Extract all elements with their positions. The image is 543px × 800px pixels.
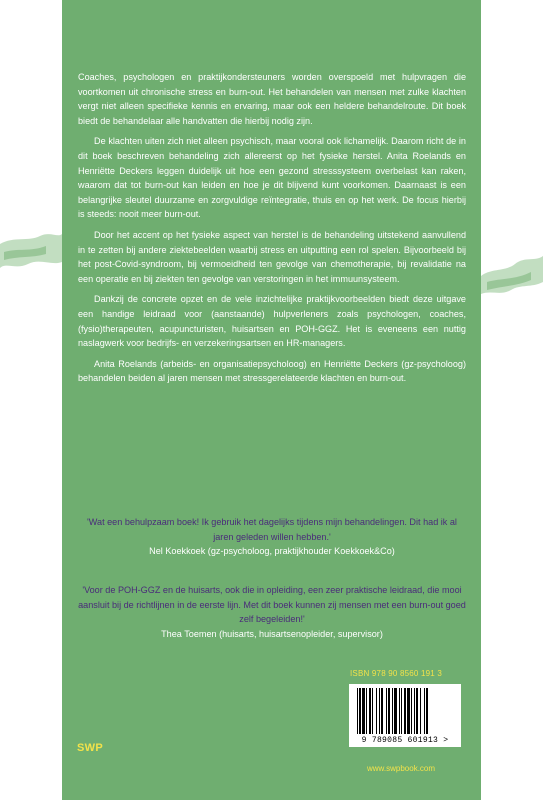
barcode-bar	[426, 688, 428, 734]
endorsement-quote	[78, 515, 466, 559]
blurb-paragraph: Dankzij de concrete opzet en de vele inzichtelijke praktijkvoorbeelden biedt deze uitgave een handige leidraad voor (aanstaande) hulpverleners zoals psychologen, coaches, (fysio)therapeuten, acupuncturisten, huisartsen en POH-GGZ. Het is eveneens een nuttig naslagwerk voor bedrijfs- en verzekeringsartsen en HR-managers.	[78, 294, 466, 349]
right-margin-strip	[481, 0, 543, 800]
barcode-bar	[399, 688, 400, 734]
barcode-bar	[372, 688, 373, 734]
endorsement-quote	[78, 583, 466, 641]
barcode-bar	[416, 688, 418, 734]
barcode-bar	[386, 688, 387, 734]
quote-text: 'Voor de POH-GGZ en de huisarts, ook die in opleiding, een zeer praktische leidraad, die mooi aansluit bij de richtlijnen in de eerste lijn. Met dit boek kunnen zij mensen met een burn-out goed zelf begeleiden!'	[78, 585, 466, 625]
brush-stroke-left	[0, 0, 62, 800]
barcode-bar	[420, 688, 421, 734]
quote-text: 'Wat een behulpzaam boek! Ik gebruik het dagelijks tijdens mijn behandelingen. Dit had ik al jaren geleden willen hebben.'	[87, 517, 457, 542]
barcode-bar	[404, 688, 406, 734]
barcode-bar	[424, 688, 425, 734]
barcode-bar	[381, 688, 383, 734]
barcode-bar	[366, 688, 367, 734]
barcode-bars	[349, 684, 461, 736]
barcode-digits: 9 789085 601913 >	[361, 736, 449, 745]
blurb	[78, 70, 466, 392]
publisher-logo: SWP	[77, 742, 103, 754]
barcode-bar	[359, 688, 361, 734]
barcode-bar	[362, 688, 365, 734]
barcode-bar	[357, 688, 358, 734]
blurb-paragraph: Door het accent op het fysieke aspect van herstel is de behandeling uitstekend aanvullend in te zetten bij andere ziektebeelden waarbij stress en uitputting een rol spelen. Bijvoorbeeld bij het post-Covid-syndroom, bij vermoeidheid ten gevolge van chemotherapie, bij revalidatie na een operatie en bij ziekten ten gevolge van verstoringen in het immuunsysteem.	[78, 229, 466, 284]
barcode-bar	[414, 688, 415, 734]
barcode	[349, 684, 461, 747]
barcode-bar	[369, 688, 371, 734]
barcode-bar	[401, 688, 402, 734]
publisher-website: www.swpbook.com	[367, 764, 436, 773]
barcode-bar	[376, 688, 377, 734]
barcode-bar	[392, 688, 393, 734]
barcode-bar	[411, 688, 412, 734]
barcode-bar	[394, 688, 397, 734]
cover-panel	[62, 0, 481, 800]
quote-attribution: Thea Toemen (huisarts, huisartsenopleider, supervisor)	[161, 628, 383, 639]
blurb-paragraph: Coaches, psychologen en praktijkondersteuners worden overspoeld met hulpvragen die voortkomen uit chronische stress en burn-out. Het behandelen van mensen met zulke klachten vergt niet alleen specifieke kennis en ervaring, maar ook een heldere behandelroute. Dit boek biedt de behandelaar alle handvatten die hierbij nodig zijn.	[78, 72, 466, 126]
brush-stroke-right	[481, 0, 543, 800]
blurb-paragraph: De klachten uiten zich niet alleen psychisch, maar vooral ook lichamelijk. Daarom richt de in dit boek beschreven behandeling zich allereerst op het fysieke herstel. Anita Roelands en Henriëtte Deckers leggen duidelijk uit hoe een gezond stresssysteem overbelast kan raken, waarom dat tot burn-out kan leiden en hoe je dit blijvend kunt voorkomen. Daarnaast is een belangrijke sleutel duurzame en zorgvuldige reïntegratie, thuis en op het werk. De focus hierbij is steeds: nooit meer burn-out.	[78, 136, 466, 220]
quote-attribution: Nel Koekkoek (gz-psycholoog, praktijkhouder Koekkoek&Co)	[149, 546, 395, 557]
isbn-label: ISBN 978 90 8560 191 3	[350, 669, 443, 678]
barcode-bar	[388, 688, 390, 734]
barcode-bar	[379, 688, 380, 734]
left-margin-strip	[0, 0, 62, 800]
blurb-paragraph: Anita Roelands (arbeids- en organisatiepsycholoog) en Henriëtte Deckers (gz-psycholoog) behandelen beiden al jaren mensen met stressgerelateerde klachten en burn-out.	[78, 358, 466, 384]
barcode-bar	[407, 688, 410, 734]
